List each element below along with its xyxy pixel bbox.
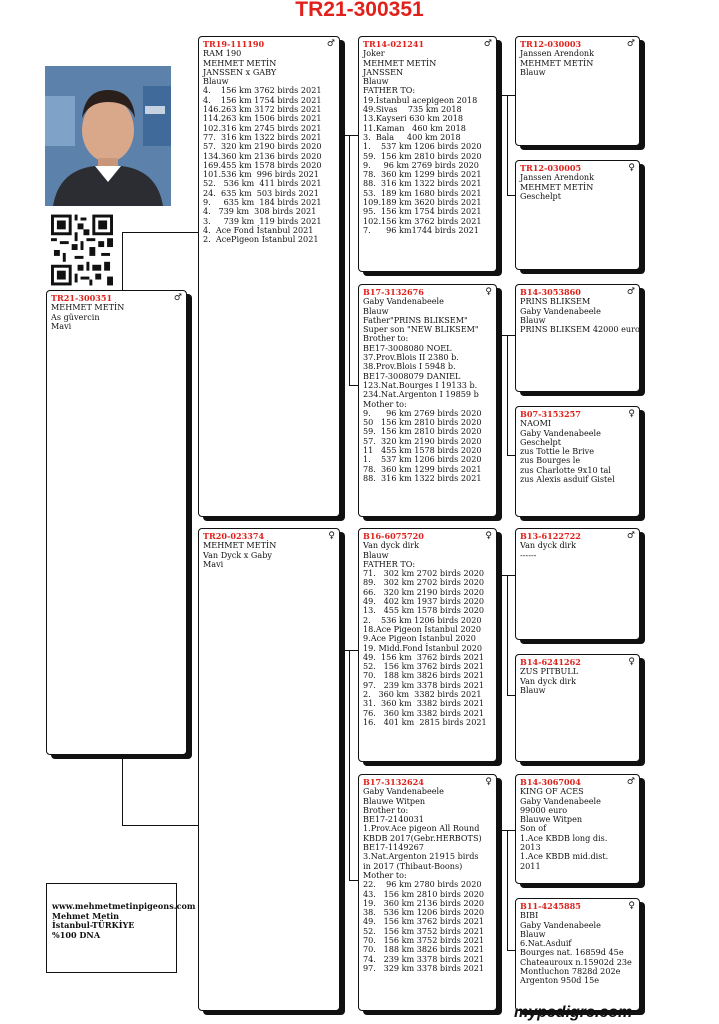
connector	[349, 650, 350, 880]
dam-sire-card[interactable]	[358, 528, 497, 762]
card-line: FATHER TO:	[363, 558, 416, 569]
card-line: Blauwe Witpen	[363, 795, 426, 806]
card-line: 59. 156 km 2810 birds 2020	[363, 150, 482, 161]
card-line: 74. 239 km 3378 birds 2021	[363, 953, 485, 964]
card-line: MEHMET METİN	[520, 57, 594, 68]
dam-dam-card[interactable]	[358, 774, 497, 1011]
card-line: 88. 316 km 1322 birds 2021	[363, 472, 482, 483]
subject-card[interactable]	[46, 290, 187, 755]
card-line: BE17-3008079 DANIEL	[363, 370, 461, 381]
card-line: 89. 302 km 2702 birds 2020	[363, 577, 485, 588]
card-line: 52. 156 km 3752 birds 2021	[363, 925, 485, 936]
card-line: Janssen Arendonk	[520, 172, 595, 183]
card-line: Son of	[520, 823, 547, 834]
female-icon: ♀	[628, 409, 635, 419]
card-line: Blauw	[203, 76, 229, 87]
ring-number: TR12-030003	[520, 39, 582, 49]
card-line: 11 455 km 1578 birds 2020	[363, 445, 482, 456]
owner-location: İstanbul-TÜRKİYE	[52, 920, 135, 930]
card-line: 78. 360 km 1299 birds 2021	[363, 463, 482, 474]
card-line: 88. 316 km 1322 birds 2021	[363, 178, 482, 189]
card-line: Argenton 950d 15e	[520, 975, 600, 986]
owner-photo	[45, 66, 171, 206]
connector	[507, 575, 508, 695]
connector	[497, 95, 515, 96]
card-line: 66. 320 km 2190 birds 2020	[363, 586, 485, 597]
card-line: 2011	[520, 860, 541, 871]
card-line: 57. 320 km 2190 birds 2020	[363, 435, 482, 446]
card-line: Brother to:	[363, 804, 409, 815]
card-line: 59. 156 km 2810 birds 2020	[363, 426, 482, 437]
card-line: 109.189 km 3620 birds 2021	[363, 197, 482, 208]
owner-info-box	[46, 883, 196, 973]
owner-name: Mehmet Metin	[52, 910, 120, 921]
connector	[497, 830, 515, 831]
card-line: Van dyck dirk	[520, 675, 577, 686]
card-line: 134.360 km 2136 birds 2020	[203, 150, 322, 161]
card-line: 77. 316 km 1322 birds 2021	[203, 131, 322, 142]
sire-card[interactable]	[198, 36, 340, 517]
card-line: 6.Nat.Asduif	[520, 938, 572, 949]
connector	[122, 755, 123, 825]
card-line: 4. Ace Fond İstanbul 2021	[203, 224, 314, 235]
card-line: 2. 360 km 3382 birds 2021	[363, 689, 482, 700]
card-line: 101.536 km 996 birds 2021	[203, 169, 319, 180]
card-line: Blauw	[520, 928, 546, 939]
card-line: Gaby Vandenabeele	[520, 795, 601, 806]
card-line: Geschelpt	[520, 190, 561, 201]
card-line: 3.Nat.Argenton 21915 birds	[363, 851, 479, 862]
card-line: 102.156 km 3762 birds 2021	[363, 215, 482, 226]
card-line: 19. 360 km 2136 birds 2020	[363, 897, 485, 908]
ring-number: B17-3132676	[363, 287, 424, 297]
ring-number: B16-6075720	[363, 531, 424, 541]
connector	[507, 455, 515, 456]
card-line: 53. 189 km 1680 birds 2021	[363, 187, 482, 198]
connector	[122, 232, 123, 290]
card-line: PRINS BLIKSEM 42000 euro	[520, 324, 640, 335]
male-icon: ♂	[626, 287, 635, 297]
pedigree-title: TR21-300351	[295, 0, 424, 21]
card-line: zus Bourges le	[520, 455, 581, 466]
card-line: 49. 156 km 3762 birds 2021	[363, 916, 485, 927]
card-line: Gaby Vandenabeele	[363, 296, 444, 307]
card-line: 22. 96 km 2780 birds 2020	[363, 879, 482, 890]
card-line: Blauw	[520, 684, 546, 695]
card-line: 95. 156 km 1754 birds 2021	[363, 206, 482, 217]
card-line: KBDB 2017(Gebr.HERBOTS)	[363, 832, 482, 843]
card-line: FATHER TO:	[363, 85, 416, 96]
connector	[507, 335, 508, 455]
card-line: Father"PRINS BLIKSEM"	[363, 314, 468, 325]
ring-number: B14-6241262	[520, 657, 581, 667]
card-line: 4. 739 km 308 birds 2021	[203, 206, 317, 217]
sire-dam-card[interactable]	[358, 284, 497, 517]
connector	[507, 195, 515, 196]
card-line: Mavi	[203, 558, 224, 569]
sire-sire-sire-card[interactable]	[515, 36, 640, 146]
ring-number: TR14-021241	[363, 39, 425, 49]
card-line: Gaby Vandenabeele	[520, 305, 601, 316]
card-line: ------	[520, 549, 537, 560]
sire-dam-sire-card[interactable]	[515, 284, 640, 392]
card-line: Joker	[363, 48, 385, 59]
card-line: 78. 360 km 1299 birds 2021	[363, 169, 482, 180]
card-line: Super son "NEW BLIKSEM"	[363, 324, 479, 335]
card-line: JANSSEN	[363, 66, 404, 77]
card-line: 114.263 km 1506 birds 2021	[203, 113, 322, 124]
card-line: 18.Ace Pigeon İstanbul 2020	[363, 623, 482, 634]
card-line: in 2017 (Thibaut-Boons)	[363, 860, 463, 871]
card-line: 4. 156 km 3762 birds 2021	[203, 85, 322, 96]
card-line: Montluchon 7828d 202e	[520, 966, 621, 977]
qr-code-icon	[51, 214, 113, 286]
female-icon: ♀	[485, 287, 492, 297]
female-icon: ♀	[628, 163, 635, 173]
card-line: 11.Kaman 460 km 2018	[363, 122, 466, 133]
female-icon: ♀	[628, 657, 635, 667]
card-line: PRINS BLIKSEM	[520, 296, 591, 307]
card-line: 2013	[520, 842, 541, 853]
card-line: NAOMI	[520, 418, 552, 429]
card-line: 123.Nat.Bourges I 19133 b.	[363, 379, 478, 390]
card-line: 1. 537 km 1206 birds 2020	[363, 141, 482, 152]
ring-number: TR20-023374	[203, 531, 265, 541]
card-line: 234.Nat.Argenton I 19859 b	[363, 389, 479, 400]
card-line: Mavi	[51, 320, 72, 331]
card-line: 52. 536 km 411 birds 2021	[203, 178, 322, 189]
dam-card[interactable]	[198, 528, 340, 1011]
card-line: 97. 329 km 3378 birds 2021	[363, 962, 485, 973]
card-line: 49. 156 km 3762 birds 2021	[363, 651, 485, 662]
card-line: 19. Midd.Fond İstanbul 2020	[363, 642, 483, 653]
female-icon: ♀	[628, 901, 635, 911]
card-line: 49. 402 km 1937 birds 2020	[363, 596, 485, 607]
card-line: Van dyck dirk	[363, 540, 420, 551]
male-icon: ♂	[326, 39, 335, 49]
card-line: Bourges nat. 16859d 45e	[520, 947, 624, 958]
card-line: 146.263 km 3172 birds 2021	[203, 104, 322, 115]
card-line: Mother to:	[363, 869, 407, 880]
card-line: 99000 euro	[520, 804, 568, 815]
card-line: BIBI	[520, 910, 539, 921]
female-icon: ♀	[485, 777, 492, 787]
card-line: 76. 360 km 3382 birds 2021	[363, 707, 485, 718]
sire-sire-dam-card[interactable]	[515, 160, 640, 270]
connector	[349, 385, 358, 386]
card-line: Blauw	[520, 314, 546, 325]
ring-number: B13-6122722	[520, 531, 581, 541]
card-line: 9.Ace Pigeon İstanbul 2020	[363, 633, 476, 644]
card-line: 16. 401 km 2815 birds 2021	[363, 716, 487, 727]
dam-dam-sire-card[interactable]	[515, 774, 640, 884]
card-line: Van dyck dirk	[520, 540, 577, 551]
card-line: BE17-3008080 NOEL	[363, 342, 452, 353]
connector	[507, 695, 515, 696]
dna-note: %100 DNA	[52, 929, 101, 940]
card-line: BE17-2140031	[363, 814, 424, 825]
male-icon: ♂	[626, 531, 635, 541]
male-icon: ♂	[483, 39, 492, 49]
card-line: KING OF ACES	[520, 786, 584, 797]
card-line: 49.Sivas 735 km 2018	[363, 104, 462, 115]
male-icon: ♂	[626, 39, 635, 49]
connector	[497, 575, 515, 576]
male-icon: ♂	[626, 777, 635, 787]
ring-number: TR21-300351	[51, 293, 113, 303]
card-line: 2. AcePigeon İstanbul 2021	[203, 234, 319, 245]
sire-sire-card[interactable]	[358, 36, 497, 272]
card-line: 4. 156 km 1754 birds 2021	[203, 94, 322, 105]
card-line: 3. 739 km 119 birds 2021	[203, 215, 322, 226]
card-line: 37.Prov.Blois II 2380 b.	[363, 352, 459, 363]
card-line: 1.Ace KBDB mid.dist.	[520, 851, 609, 862]
female-icon: ♀	[328, 531, 335, 541]
card-line: 2. 536 km 1206 birds 2020	[363, 614, 482, 625]
card-line: 31. 360 km 3382 birds 2021	[363, 698, 485, 709]
card-line: Blauw	[363, 305, 389, 316]
card-line: 71. 302 km 2702 birds 2020	[363, 568, 485, 579]
connector	[122, 825, 198, 826]
ring-number: TR12-030005	[520, 163, 582, 173]
card-line: 102.316 km 2745 birds 2021	[203, 122, 322, 133]
card-line: 1.Prov.Ace pigeon All Round	[363, 823, 480, 834]
dam-dam-dam-card[interactable]	[515, 898, 640, 1011]
card-line: Blauwe Witpen	[520, 814, 583, 825]
card-line: Chateauroux n.15902d 23e	[520, 956, 632, 967]
card-line: JANSSEN x GABY	[203, 66, 277, 77]
card-line: zus Alexis asduif Gistel	[520, 474, 615, 485]
card-line: Geschelpt	[520, 436, 561, 447]
ring-number: B17-3132624	[363, 777, 424, 787]
card-line: 50 156 km 2810 birds 2020	[363, 417, 482, 428]
card-line: As güvercin	[51, 311, 100, 322]
card-line: 9. 96 km 2769 birds 2020	[363, 407, 482, 418]
card-line: Gaby Vandenabeele	[520, 427, 601, 438]
ring-number: B14-3067004	[520, 777, 581, 787]
card-line: 169.455 km 1578 birds 2020	[203, 159, 322, 170]
card-line: RAM 190	[203, 48, 242, 59]
male-icon: ♂	[173, 293, 182, 303]
card-line: Blauw	[363, 76, 389, 87]
brand-logo: mypedigre.com	[514, 1004, 633, 1021]
card-line: zus Tottie le Brive	[520, 446, 595, 457]
card-line: 9. 96 km 2769 birds 2020	[363, 159, 479, 170]
ring-number: TR19-111190	[203, 39, 265, 49]
connector	[122, 232, 198, 233]
card-line: Brother to:	[363, 333, 409, 344]
card-line: 70. 188 km 3826 birds 2021	[363, 944, 485, 955]
female-icon: ♀	[485, 531, 492, 541]
card-line: 7. 96 km1744 birds 2021	[363, 224, 479, 235]
card-line: 13.Kayseri 630 km 2018	[363, 113, 464, 124]
card-line: MEHMET METİN	[203, 57, 277, 68]
card-line: 3. Bala 400 km 2018	[363, 131, 461, 142]
connector	[507, 830, 508, 950]
card-line: Gaby Vandenabeele	[520, 919, 601, 930]
card-line: 19.İstanbul acepigeon 2018	[363, 94, 478, 105]
card-line: 13. 455 km 1578 birds 2020	[363, 605, 485, 616]
card-line: MEHMET METİN	[520, 181, 594, 192]
card-line: Gaby Vandenabeele	[363, 786, 444, 797]
card-line: 70. 156 km 3752 birds 2021	[363, 935, 485, 946]
card-line: Van Dyck x Gaby	[203, 549, 272, 560]
card-line: BE17-1149267	[363, 842, 424, 853]
card-line: 1. 537 km 1206 birds 2020	[363, 454, 482, 465]
card-line: 38.Prov.Blois I 5948 b.	[363, 361, 456, 372]
card-line: 1.Ace KBDB long dis.	[520, 832, 608, 843]
card-line: Mother to:	[363, 398, 407, 409]
connector	[507, 950, 515, 951]
dam-sire-dam-card[interactable]	[515, 654, 640, 762]
connector	[497, 335, 515, 336]
connector	[507, 95, 508, 195]
ring-number: B14-3053860	[520, 287, 581, 297]
card-line: MEHMET METİN	[51, 302, 125, 313]
card-line: Blauw	[363, 549, 389, 560]
card-line: Janssen Arendonk	[520, 48, 595, 59]
sire-dam-dam-card[interactable]	[515, 406, 640, 517]
ring-number: B11-4245885	[520, 901, 581, 911]
card-line: 97. 239 km 3378 birds 2021	[363, 679, 485, 690]
card-line: 38. 536 km 1206 birds 2020	[363, 907, 485, 918]
card-line: Blauw	[520, 66, 546, 77]
card-line: ZUS PITBULL	[520, 666, 579, 677]
card-line: 9. 635 km 184 birds 2021	[203, 197, 322, 208]
card-line: 52. 156 km 3762 birds 2021	[363, 661, 485, 672]
dam-sire-sire-card[interactable]	[515, 528, 640, 640]
card-line: MEHMET METİN	[203, 540, 277, 551]
card-line: zus Charlotte 9x10 tal	[520, 464, 611, 475]
website-link[interactable]: www.mehmetmetinpigeons.com	[52, 901, 196, 911]
card-line: 24. 635 km 503 birds 2021	[203, 187, 319, 198]
card-line: 57. 320 km 2190 birds 2020	[203, 141, 322, 152]
card-line: 43. 156 km 2810 birds 2020	[363, 888, 485, 899]
card-line: MEHMET METİN	[363, 57, 437, 68]
ring-number: B07-3153257	[520, 409, 581, 419]
card-line: 70. 188 km 3826 birds 2021	[363, 670, 485, 681]
connector	[349, 135, 350, 385]
connector	[349, 880, 358, 881]
